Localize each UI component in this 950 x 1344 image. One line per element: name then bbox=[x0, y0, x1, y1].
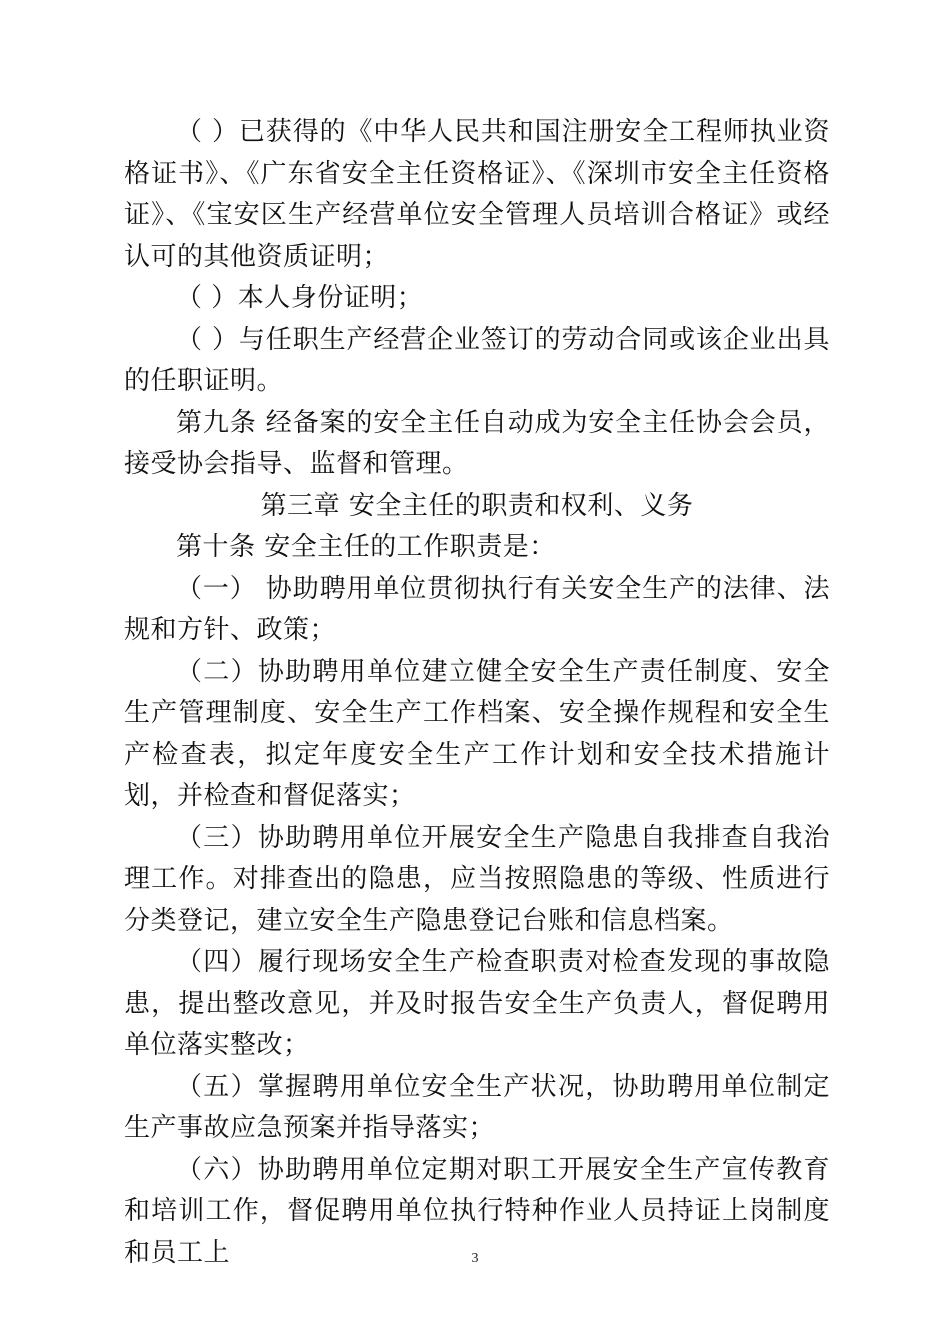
article-10: 第十条 安全主任的工作职责是： bbox=[176, 532, 556, 562]
duty-item-2: （二）协助聘用单位建立健全安全生产责任制度、安全生产管理制度、安全生产工作档案、安全操作规程和安全生产检查表，拟定年度安全生产工作计划和安全技术措施计划，并检查和督促落实； bbox=[124, 656, 830, 811]
paragraph-certificates: （ ）已获得的《中华人民共和国注册安全工程师执业资格证书》、《广东省安全主任资格证》、《深圳市安全主任资格证》、《宝安区生产经营单位安全管理人员培训合格证》或经认可的其他资质证明； bbox=[124, 117, 830, 272]
duty-item-5: （五）掌握聘用单位安全生产状况，协助聘用单位制定生产事故应急预案并指导落实； bbox=[124, 1071, 830, 1143]
paragraph-id-proof: （ ）本人身份证明； bbox=[176, 283, 424, 313]
document-body bbox=[124, 112, 830, 1274]
page-number: 3 bbox=[471, 1251, 479, 1266]
chapter-3-heading: 第三章 安全主任的职责和权利、义务 bbox=[260, 490, 694, 521]
paragraph-employment-proof: （ ）与任职生产经营企业签订的劳动合同或该企业出具的任职证明。 bbox=[124, 324, 830, 396]
duty-item-1: （一） 协助聘用单位贯彻执行有关安全生产的法律、法规和方针、政策； bbox=[124, 573, 830, 645]
duty-item-4: （四）履行现场安全生产检查职责对检查发现的事故隐患，提出整改意见，并及时报告安全生产负责人，督促聘用单位落实整改； bbox=[124, 947, 830, 1060]
duty-item-3: （三）协助聘用单位开展安全生产隐患自我排查自我治理工作。对排查出的隐患，应当按照隐患的等级、性质进行分类登记，建立安全生产隐患登记台账和信息档案。 bbox=[124, 822, 830, 936]
article-9: 第九条 经备案的安全主任自动成为安全主任协会会员，接受协会指导、监督和管理。 bbox=[124, 407, 830, 479]
duty-item-6: （六）协助聘用单位定期对职工开展安全生产宣传教育和培训工作，督促聘用单位执行特种作业人员持证上岗制度和员工上 bbox=[124, 1154, 830, 1268]
